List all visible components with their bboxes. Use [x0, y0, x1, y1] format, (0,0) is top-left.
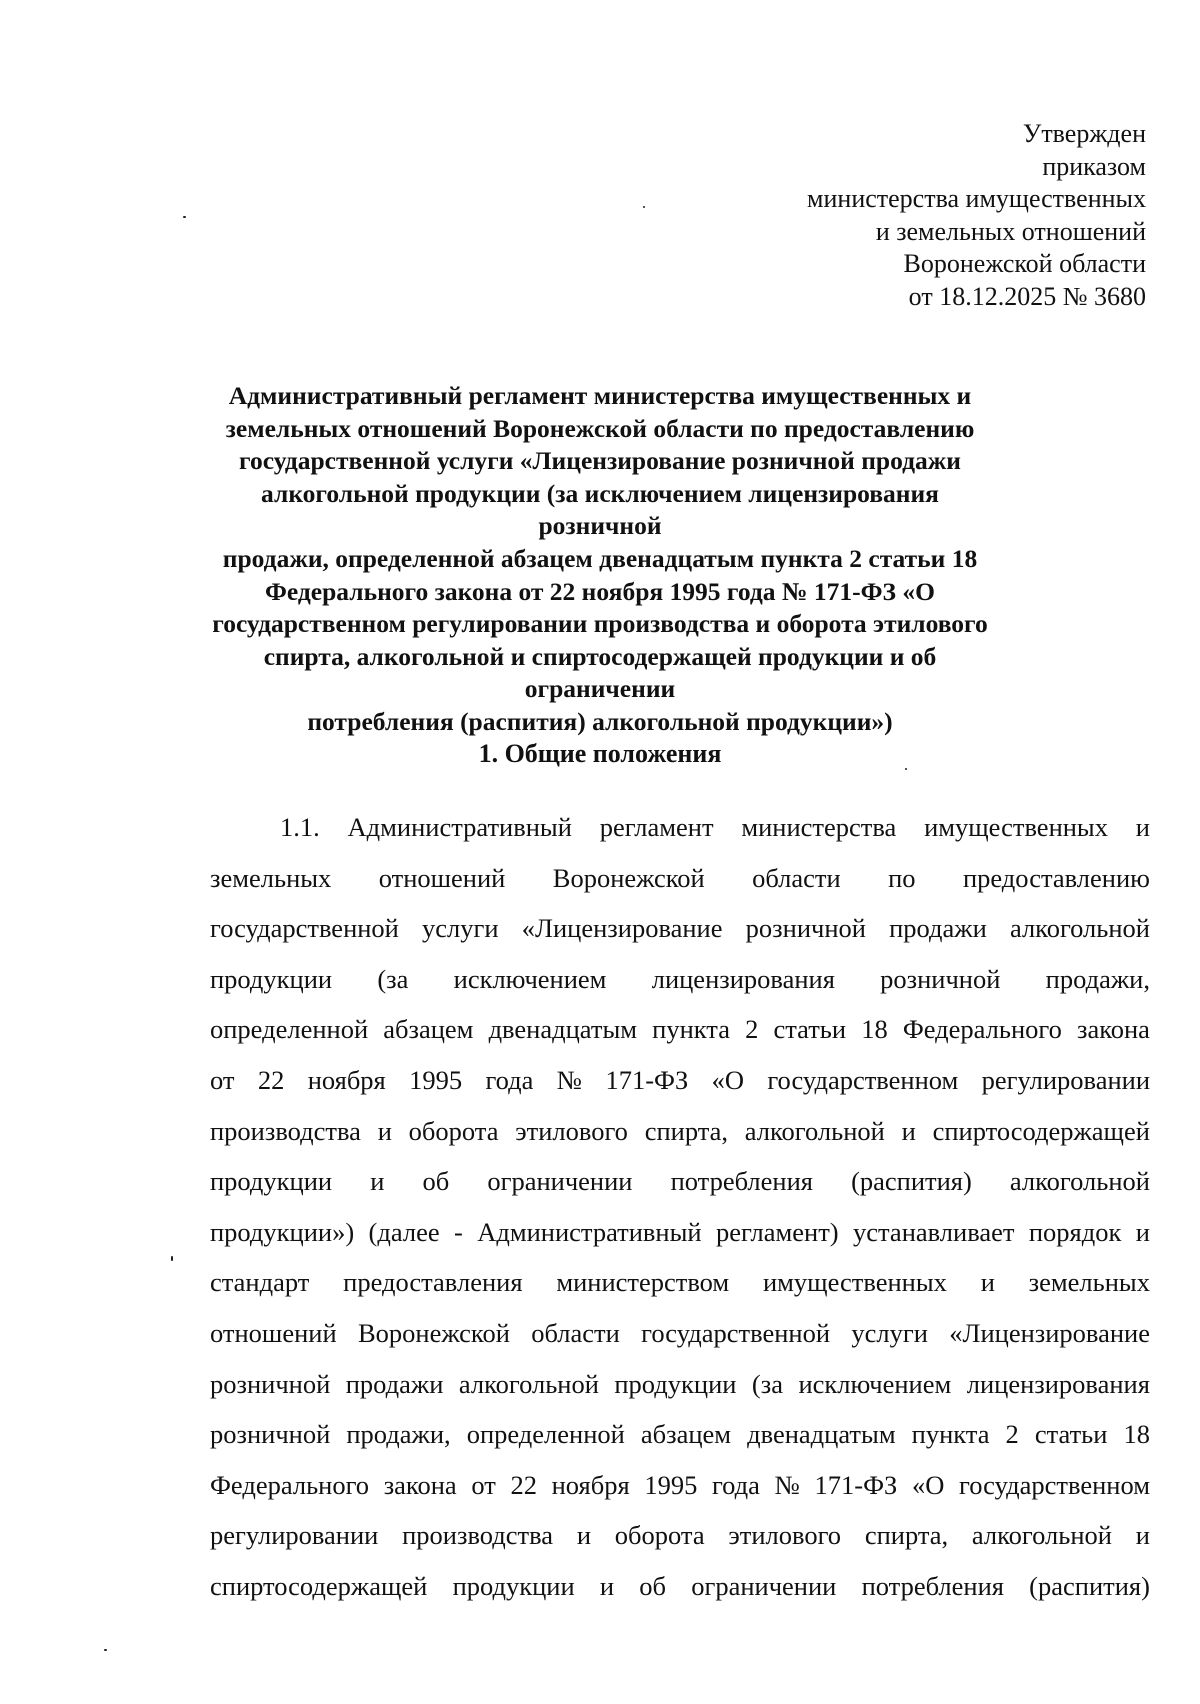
body-word: от	[471, 1469, 496, 1500]
title-line: земельных отношений Воронежской области по предоставлению	[225, 413, 975, 443]
body-word: Федерального	[210, 1469, 370, 1500]
body-word: оборота	[614, 1520, 705, 1551]
body-word: государственной	[641, 1317, 831, 1348]
body-word: статьи	[773, 1014, 847, 1045]
body-word: и	[1135, 1520, 1150, 1551]
body-word: «О	[911, 1469, 945, 1500]
body-line	[210, 1409, 1150, 1460]
body-word: Административный	[477, 1216, 702, 1247]
body-word: 1995	[409, 1064, 463, 1095]
body-word: государственной	[210, 913, 399, 944]
body-word: продажи	[889, 913, 987, 944]
body-word: 18	[861, 1014, 888, 1045]
body-word: алкогольной	[744, 1115, 885, 1146]
body-word: Федерального	[902, 1014, 1062, 1045]
body-word: розничной	[880, 963, 1001, 994]
body-word: и	[1135, 812, 1150, 842]
scan-speck	[643, 206, 645, 208]
body-word: продукции	[452, 1570, 575, 1601]
body-word: земельных	[210, 862, 332, 893]
title-line: спирта, алкогольной и спиртосодержащей продукции и об ограничении	[263, 641, 937, 704]
body-word: исключением	[453, 963, 607, 994]
body-word: продукции»)	[210, 1216, 355, 1247]
body-word: по	[888, 862, 916, 893]
body-word: алкогольной	[971, 1520, 1112, 1551]
body-word: 2	[745, 1014, 759, 1045]
title-line: потребления (распития) алкогольной продукции»)	[307, 706, 893, 736]
body-word: розничной	[745, 913, 866, 944]
body-word: спирта,	[644, 1115, 729, 1146]
body-word: государственном	[767, 1064, 959, 1095]
body-word: ноября	[551, 1469, 630, 1500]
body-word: алкогольной	[1009, 1166, 1150, 1197]
body-word: и	[576, 1520, 591, 1551]
body-line	[210, 1055, 1150, 1106]
approval-line: приказом	[1042, 151, 1146, 181]
body-word: алкогольной	[1009, 913, 1150, 944]
title-line: государственном регулировании производства и оборота этилового	[212, 609, 988, 639]
body-word: 171-ФЗ	[814, 1469, 898, 1500]
body-word: устанавливает	[853, 1216, 1015, 1247]
section-heading: 1. Общие положения	[478, 739, 722, 768]
body-word: лицензирования	[651, 963, 835, 994]
body-word: розничной	[210, 1419, 331, 1450]
body-word: об	[639, 1570, 666, 1601]
scan-speck	[104, 1649, 107, 1651]
body-word: 22	[510, 1469, 537, 1500]
body-word: двенадцатым	[747, 1419, 896, 1450]
body-word: производства	[402, 1520, 554, 1551]
approval-line: Утвержден	[1022, 119, 1146, 148]
body-word: министерством	[556, 1267, 730, 1298]
body-word: продажи,	[346, 1419, 451, 1450]
body-word: (за	[751, 1368, 783, 1399]
body-word: двенадцатым	[488, 1014, 638, 1045]
body-word: этилового	[515, 1115, 628, 1146]
body-word: области	[752, 862, 841, 893]
body-word: производства	[210, 1115, 361, 1146]
body-word: и	[980, 1267, 995, 1298]
body-word: алкогольной	[458, 1368, 599, 1399]
body-word: министерства	[741, 812, 897, 842]
body-line	[210, 1460, 1150, 1511]
body-word: «Лицензирование	[521, 913, 723, 944]
body-line	[210, 1308, 1150, 1359]
body-word: спиртосодержащей	[932, 1115, 1150, 1146]
body-word: лицензирования	[966, 1368, 1150, 1399]
body-word: (распития)	[1029, 1570, 1150, 1601]
body-word: продукции	[210, 963, 333, 994]
title-line: государственной услуги «Лицензирование розничной продажи	[239, 446, 961, 476]
body-line	[210, 1510, 1150, 1561]
body-word: определенной	[466, 1419, 625, 1450]
scan-speck	[183, 216, 186, 218]
body-line	[210, 1156, 1150, 1207]
body-word: об	[422, 1166, 450, 1197]
body-word: отношений	[210, 1317, 337, 1348]
title-line: Административный регламент министерства имущественных и	[228, 381, 972, 410]
body-word: 171-ФЗ	[605, 1064, 689, 1095]
title-line: алкогольной продукции (за исключением лицензирования розничной	[261, 478, 939, 541]
body-line	[210, 1257, 1150, 1308]
body-line	[210, 1561, 1150, 1612]
body-word: (далее	[368, 1216, 440, 1247]
body-word: государственном	[959, 1469, 1150, 1500]
body-word: ограничении	[487, 1166, 633, 1197]
body-word: года	[485, 1064, 534, 1095]
approval-line: от 18.12.2025 № 3680	[908, 281, 1146, 311]
body-word: регламент)	[715, 1216, 839, 1247]
body-word: продукции	[210, 1166, 333, 1197]
body-word: статьи	[1034, 1419, 1108, 1450]
body-word: Воронежской	[357, 1317, 510, 1348]
body-word: и	[377, 1115, 392, 1146]
body-word: абзацем	[383, 1014, 474, 1045]
body-line	[210, 903, 1150, 954]
body-word: абзацем	[640, 1419, 732, 1450]
body-word: (за	[377, 963, 409, 994]
body-word: года	[711, 1469, 760, 1500]
body-line	[210, 1106, 1150, 1157]
body-word: и	[599, 1570, 615, 1601]
body-word: предоставления	[343, 1267, 523, 1298]
body-word: закона	[383, 1469, 457, 1500]
body-word: пункта	[911, 1419, 990, 1450]
body-paragraph	[210, 802, 1150, 1612]
body-word: этилового	[728, 1520, 842, 1551]
body-word: предоставлению	[962, 862, 1150, 893]
body-word: продажи,	[1045, 963, 1150, 994]
body-word: Административный	[347, 812, 572, 842]
body-word: и	[370, 1166, 385, 1197]
body-line	[210, 802, 1150, 853]
body-line	[210, 1207, 1150, 1258]
body-word: 22	[257, 1064, 285, 1095]
body-word: 2	[1005, 1419, 1019, 1450]
body-word: регулировании	[210, 1520, 379, 1551]
body-word: №	[556, 1064, 583, 1095]
body-word: пункта	[652, 1014, 730, 1045]
body-word: розничной	[210, 1368, 331, 1399]
body-line	[210, 1359, 1150, 1410]
body-word: (распития)	[851, 1166, 972, 1197]
body-word: и	[901, 1115, 916, 1146]
body-word: имущественных	[762, 1267, 947, 1298]
body-word: исключением	[798, 1368, 952, 1399]
body-line	[210, 954, 1150, 1005]
body-word: стандарт	[210, 1267, 310, 1298]
body-word: спирта,	[864, 1520, 949, 1551]
body-word: области	[531, 1317, 620, 1348]
body-word: продажи	[345, 1368, 444, 1399]
scan-speck	[171, 1256, 173, 1261]
body-word: №	[774, 1469, 800, 1500]
body-word: оборота	[408, 1115, 499, 1146]
body-word: потребления	[861, 1570, 1004, 1601]
body-word: регулировании	[981, 1064, 1150, 1095]
document-title	[200, 380, 1000, 739]
body-word: потребления	[670, 1166, 813, 1197]
body-word: «О	[711, 1064, 744, 1095]
body-word: закона	[1076, 1014, 1150, 1045]
body-word: Воронежской	[552, 862, 705, 893]
body-word: ноября	[307, 1064, 386, 1095]
title-line: Федерального закона от 22 ноября 1995 года № 171-ФЗ «О	[265, 576, 935, 606]
body-word: «Лицензирование	[949, 1317, 1150, 1348]
body-word: услуги	[422, 913, 499, 944]
body-word: продукции	[614, 1368, 737, 1399]
body-word: 18	[1123, 1419, 1150, 1450]
body-word: от	[210, 1064, 235, 1095]
approval-line: Воронежской области	[903, 249, 1146, 278]
body-line	[210, 853, 1150, 904]
body-word: регламент	[599, 812, 714, 842]
approval-line: министерства имущественных	[807, 184, 1146, 213]
body-word: -	[454, 1216, 463, 1247]
body-line	[210, 1004, 1150, 1055]
approval-line: и земельных отношений	[875, 216, 1146, 246]
body-word: отношений	[378, 862, 506, 893]
body-word: определенной	[210, 1014, 369, 1045]
body-word: и	[1135, 1216, 1150, 1247]
body-word: земельных	[1028, 1267, 1150, 1298]
body-word: порядок	[1028, 1216, 1122, 1247]
body-word: 1.1.	[280, 812, 320, 842]
body-word: ограничении	[691, 1570, 837, 1601]
body-word: спиртосодержащей	[210, 1570, 428, 1601]
scan-speck	[905, 768, 907, 770]
body-word: услуги	[851, 1317, 928, 1348]
body-word: имущественных	[924, 812, 1108, 842]
body-word: 1995	[644, 1469, 698, 1500]
title-line: продажи, определенной абзацем двенадцатым пункта 2 статьи 18	[222, 543, 978, 573]
approval-stamp	[807, 118, 1146, 313]
